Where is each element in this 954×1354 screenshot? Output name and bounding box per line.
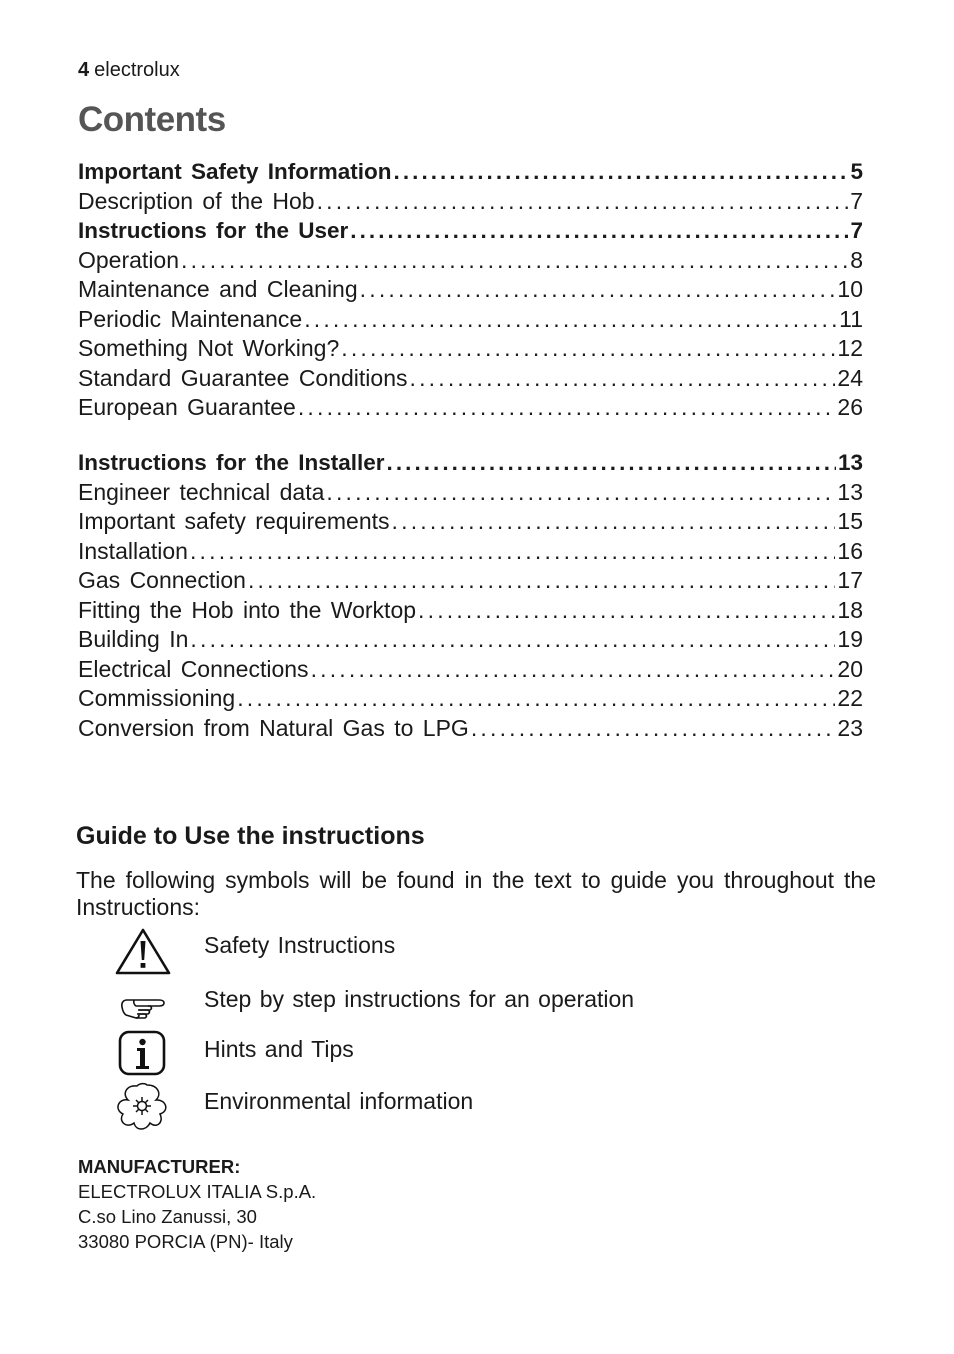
warning-triangle-icon <box>112 926 174 976</box>
toc-entry[interactable]: Installation . . . 16 <box>78 537 863 567</box>
symbol-row-hints <box>112 1030 812 1080</box>
toc-entry[interactable]: Operation . . . 8 <box>78 246 863 276</box>
toc-entry[interactable]: Instructions for the User . . . 7 <box>78 216 863 246</box>
toc-entry[interactable]: Electrical Connections . . . 20 <box>78 655 863 685</box>
symbol-label: Environmental information <box>204 1088 474 1114</box>
toc-entry[interactable]: Periodic Maintenance . . . 11 <box>78 305 863 335</box>
flower-icon <box>112 1082 174 1132</box>
toc-entry[interactable]: European Guarantee . . . 26 <box>78 393 863 423</box>
toc-entry[interactable]: Gas Connection . . . 17 <box>78 566 863 596</box>
guide-title: Guide to Use the instructions <box>76 822 425 850</box>
symbol-row-safety <box>112 926 812 976</box>
toc-entry[interactable]: Fitting the Hob into the Worktop . . . 18 <box>78 596 863 626</box>
toc-entry[interactable]: Conversion from Natural Gas to LPG . . . 23 <box>78 714 863 744</box>
contents-title: Contents <box>78 100 226 139</box>
symbol-row-steps <box>112 980 812 1030</box>
toc-entry[interactable]: Something Not Working? . . . 12 <box>78 334 863 364</box>
page-number: 4 <box>78 59 90 81</box>
symbol-label: Safety Instructions <box>204 932 396 958</box>
toc-installer-section <box>78 448 863 743</box>
manufacturer-block <box>78 1154 316 1254</box>
info-icon <box>112 1030 174 1080</box>
toc-entry[interactable]: Commissioning . . . 22 <box>78 684 863 714</box>
toc-entry[interactable]: Maintenance and Cleaning . . . 10 <box>78 275 863 305</box>
page-header <box>78 59 180 82</box>
toc-entry[interactable]: Important Safety Information . . . 5 <box>78 157 863 187</box>
symbol-label: Step by step instructions for an operation <box>204 986 635 1012</box>
manufacturer-city: 33080 PORCIA (PN)- Italy <box>78 1231 293 1252</box>
guide-intro: The following symbols will be found in the text to guide you throughout the Instructions: <box>76 867 876 920</box>
toc-entry[interactable]: Instructions for the Installer . . . 13 <box>78 448 863 478</box>
symbol-row-environment <box>112 1082 812 1132</box>
toc-entry[interactable]: Important safety requirements . . . 15 <box>78 507 863 537</box>
toc-user-section <box>78 157 863 423</box>
toc-entry[interactable]: Engineer technical data . . . 13 <box>78 478 863 508</box>
manufacturer-street: C.so Lino Zanussi, 30 <box>78 1206 257 1227</box>
pointing-hand-icon <box>112 980 174 1030</box>
toc-entry[interactable]: Standard Guarantee Conditions . . . 24 <box>78 364 863 394</box>
manufacturer-name: ELECTROLUX ITALIA S.p.A. <box>78 1181 317 1202</box>
toc-entry[interactable]: Description of the Hob . . . 7 <box>78 187 863 217</box>
toc-entry[interactable]: Building In . . . 19 <box>78 625 863 655</box>
brand-name: electrolux <box>94 59 180 81</box>
manufacturer-heading: MANUFACTURER: <box>78 1156 241 1177</box>
symbol-label: Hints and Tips <box>204 1036 354 1062</box>
